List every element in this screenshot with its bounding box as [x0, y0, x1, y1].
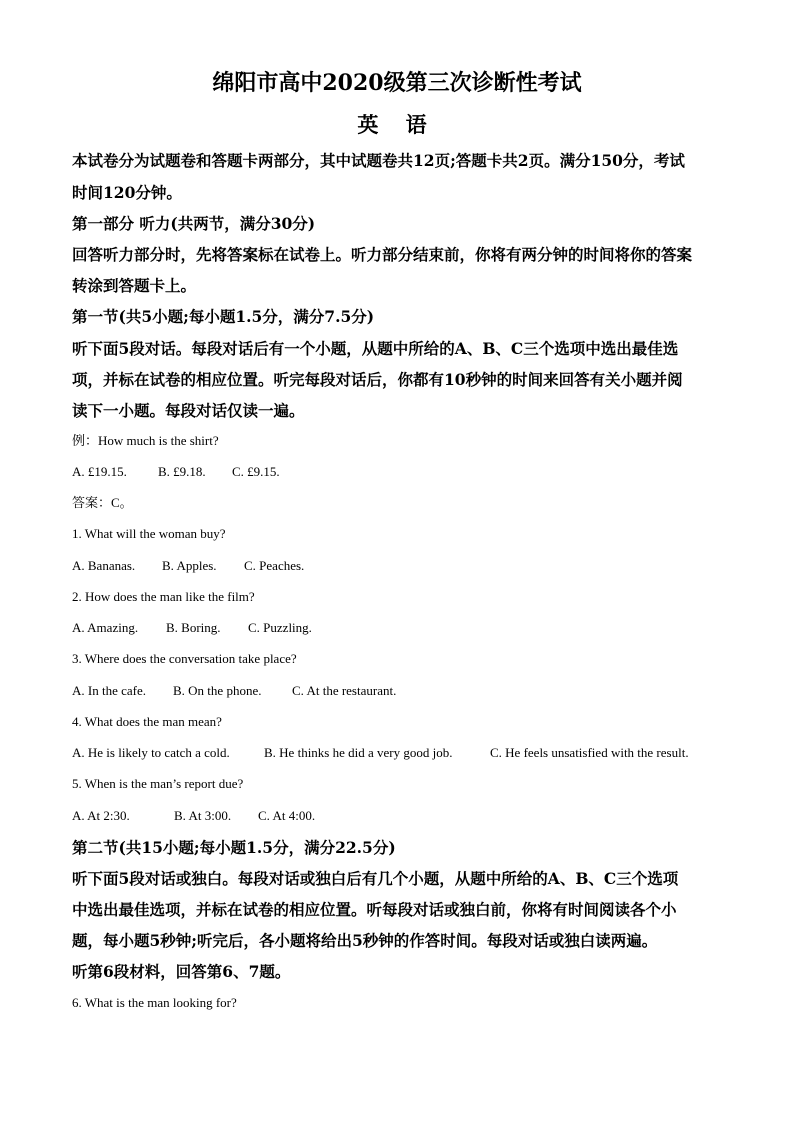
question-1: 1. What will the woman buy? [72, 526, 226, 541]
question-1-option-a: A. Bananas. [72, 558, 136, 573]
question-4: 4. What does the man mean? [72, 714, 222, 729]
question-2-option-a: A. Amazing. [72, 620, 139, 635]
exam-subject: 英 语 [357, 112, 437, 137]
example-option-b: B. £9.18. [158, 464, 206, 479]
question-3-option-c: C. At the restaurant. [292, 683, 397, 698]
part1-instruction-line-2: 转涂到答题卡上。 [72, 276, 197, 295]
example-question: 例：How much is the shirt? [72, 433, 219, 448]
material-6-instruction: 听第6段材料，回答第6、7题。 [72, 962, 291, 981]
question-3-options [72, 681, 722, 701]
section1-instruction-line-2: 项，并标在试卷的相应位置。听完每段对话后，你都有10秒钟的时间来回答有关小题并阅 [72, 370, 683, 389]
question-5: 5. When is the man’s report due? [72, 776, 244, 791]
question-1-option-c: C. Peaches. [244, 558, 305, 573]
question-3: 3. Where does the conversation take place? [72, 651, 297, 666]
question-1-options [72, 556, 722, 576]
question-4-option-b: B. He thinks he did a very good job. [264, 745, 453, 760]
question-3-option-b: B. On the phone. [173, 683, 262, 698]
section1-heading: 第一节(共5小题;每小题1.5分，满分7.5分) [72, 307, 375, 326]
question-3-option-a: A. In the cafe. [72, 683, 146, 698]
intro-line-1: 本试卷分为试题卷和答题卡两部分，其中试题卷共12页;答题卡共2页。满分150分，考试 [72, 151, 685, 170]
example-options [72, 462, 722, 482]
question-6: 6. What is the man looking for? [72, 995, 237, 1010]
section2-instruction-line-2: 中选出最佳选项，并标在试卷的相应位置。听每段对话或独白前，你将有时间阅读各个小 [72, 900, 677, 919]
question-5-option-a: A. At 2:30. [72, 808, 130, 823]
intro-line-2: 时间120分钟。 [72, 183, 182, 202]
part1-heading: 第一部分 听力(共两节，满分30分) [72, 214, 316, 233]
section2-instruction-line-1: 听下面5段对话或独白。每段对话或独白后有几个小题，从题中所给的A、B、C三个选项 [72, 869, 679, 888]
section1-instruction-line-3: 读下一小题。每段对话仅读一遍。 [72, 401, 305, 420]
example-option-c: C. £9.15. [232, 464, 280, 479]
part1-instruction-line-1: 回答听力部分时，先将答案标在试卷上。听力部分结束前，你将有两分钟的时间将你的答案 [72, 245, 693, 264]
question-5-options [72, 806, 722, 826]
question-2-options [72, 618, 722, 638]
section2-heading: 第二节(共15小题;每小题1.5分，满分22.5分) [72, 838, 396, 857]
section2-instruction-line-3: 题，每小题5秒钟;听完后，各小题将给出5秒钟的作答时间。每段对话或独白读两遍。 [72, 931, 658, 950]
question-4-options [72, 743, 722, 763]
question-2-option-b: B. Boring. [166, 620, 221, 635]
question-4-option-c: C. He feels unsatisfied with the result. [490, 745, 689, 760]
question-2-option-c: C. Puzzling. [248, 620, 312, 635]
section1-instruction-line-1: 听下面5段对话。每段对话后有一个小题，从题中所给的A、B、C三个选项中选出最佳选 [72, 339, 679, 358]
question-1-option-b: B. Apples. [162, 558, 217, 573]
question-5-option-b: B. At 3:00. [174, 808, 232, 823]
example-option-a: A. £19.15. [72, 464, 127, 479]
question-5-option-c: C. At 4:00. [258, 808, 316, 823]
example-answer: 答案：C。 [72, 495, 133, 510]
question-2: 2. How does the man like the film? [72, 589, 255, 604]
exam-title: 绵阳市高中2020级第三次诊断性考试 [212, 70, 582, 96]
question-4-option-a: A. He is likely to catch a cold. [72, 745, 230, 760]
